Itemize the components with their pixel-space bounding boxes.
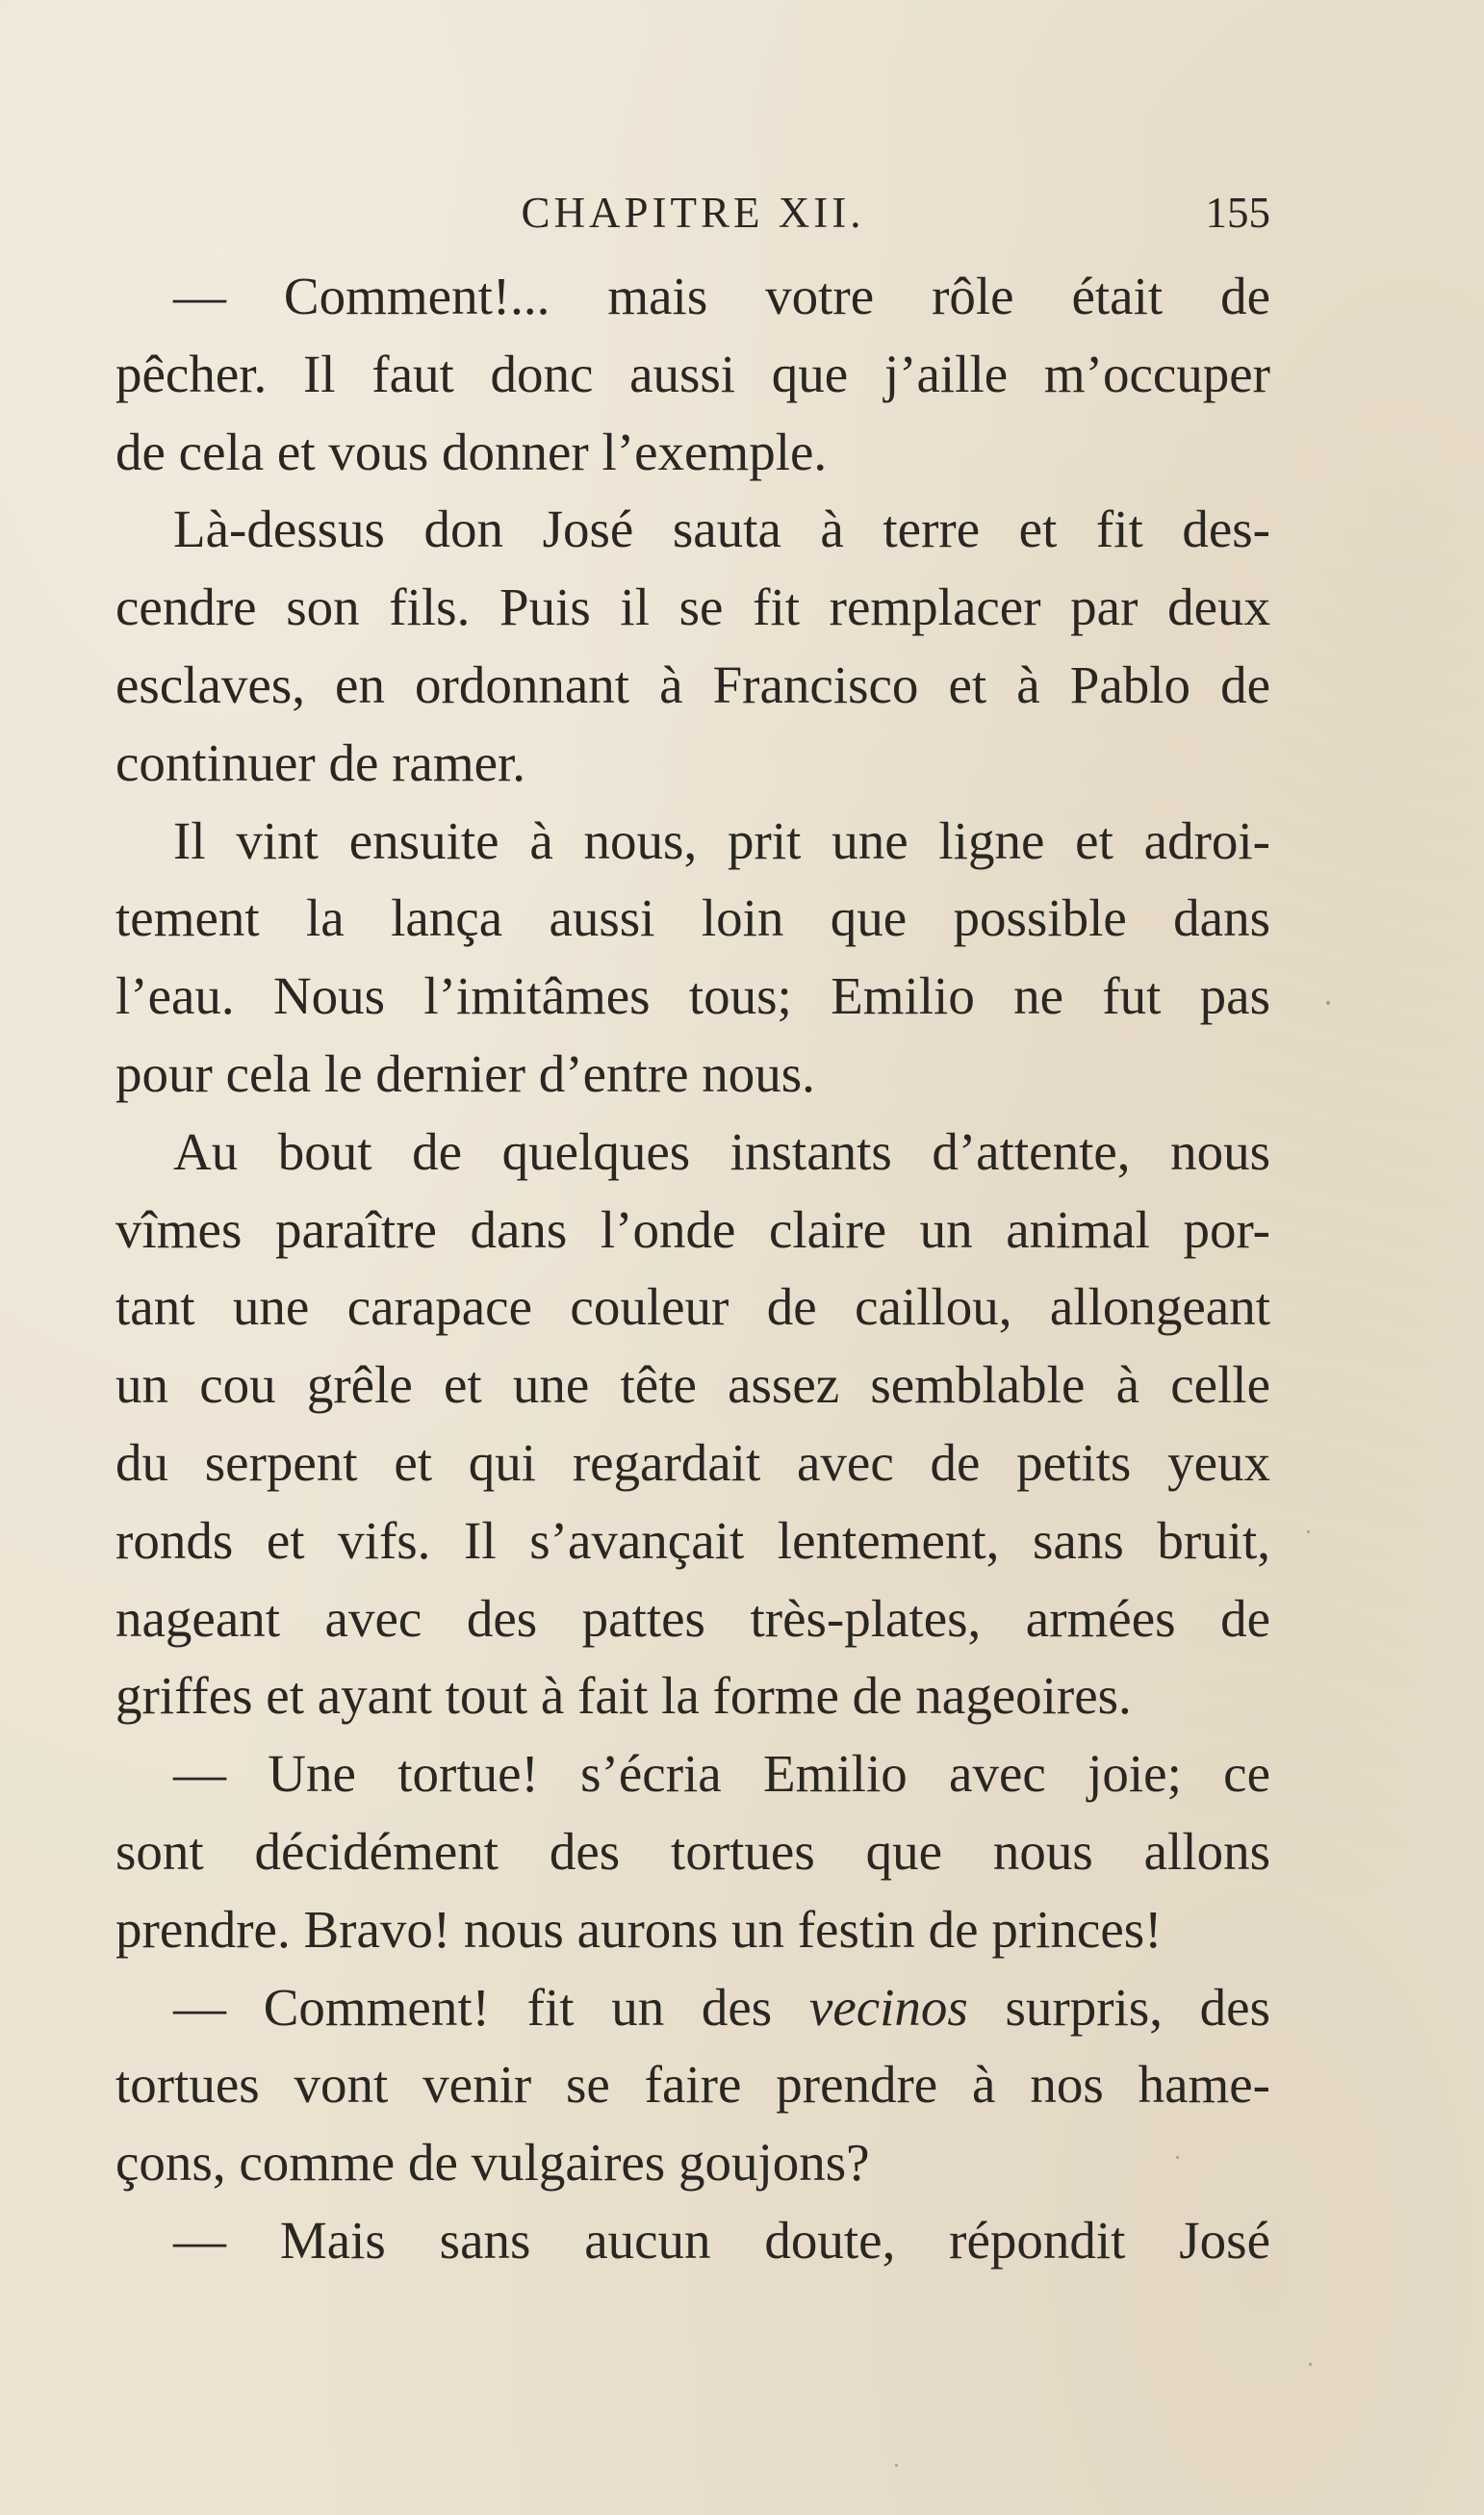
text-line: continuer de ramer. [115,732,526,792]
text-line: vîmes paraître dans l’onde claire un animal por- [115,1199,1270,1259]
text-run: — Comment! fit un des [173,1977,809,2037]
paper-speck [1309,2363,1312,2366]
text-line: griffes et ayant tout à fait la forme de nageoires. [115,1666,1132,1726]
text-line: — Comment!... mais votre rôle était de [173,267,1270,325]
paper-speck [1176,2156,1179,2159]
text-line: pour cela le dernier d’entre nous. [115,1043,815,1103]
text-line: de cela et vous donner l’exemple. [115,422,828,481]
running-head [115,188,1270,245]
page-number: 155 [1205,189,1270,237]
text-line: cendre son fils. Puis il se fit remplacer par deux [115,577,1270,637]
italic-word: vecinos [808,1977,968,2037]
text-line: — Une tortue! s’écria Emilio avec joie; ce [173,1744,1270,1804]
paper-speck [1326,1001,1330,1005]
body-text [115,258,1270,2280]
text-line: Là-dessus don José sauta à terre et fit des- [173,500,1270,559]
chapter-heading: CHAPITRE XII. [521,189,865,237]
text-line: — Mais sans aucun doute, répondit José [173,2210,1270,2270]
text-line [115,1969,1270,2047]
text-line: çons, comme de vulgaires goujons? [115,2133,870,2193]
text-run: surpris, des [967,1977,1270,2037]
paper-speck [895,2464,898,2467]
text-line: tement la lança aussi loin que possible dans [115,888,1270,948]
text-line: pêcher. Il faut donc aussi que j’aille m’occuper [115,344,1270,403]
text-line: sont décidément des tortues que nous allons [115,1821,1270,1881]
text-line: tortues vont venir se faire prendre à nos hame- [115,2055,1270,2115]
text-line: Il vint ensuite à nous, prit une ligne et adroi- [173,810,1270,870]
text-line: ronds et vifs. Il s’avançait lentement, sans bruit, [115,1510,1270,1570]
text-line: Au bout de quelques instants d’attente, nous [173,1121,1270,1181]
text-line: tant une carapace couleur de caillou, allongeant [115,1277,1270,1337]
text-line: prendre. Bravo! nous aurons un festin de princes! [115,1899,1163,1959]
paper-speck [1307,1530,1310,1533]
text-line: nageant avec des pattes très-plates, armées de [115,1588,1270,1648]
text-line: du serpent et qui regardait avec de petits yeux [115,1432,1270,1492]
text-line: esclaves, en ordonnant à Francisco et à Pablo de [115,654,1270,714]
text-line: l’eau. Nous l’imitâmes tous; Emilio ne fut pas [115,966,1270,1026]
text-line: un cou grêle et une tête assez semblable à celle [115,1355,1270,1415]
